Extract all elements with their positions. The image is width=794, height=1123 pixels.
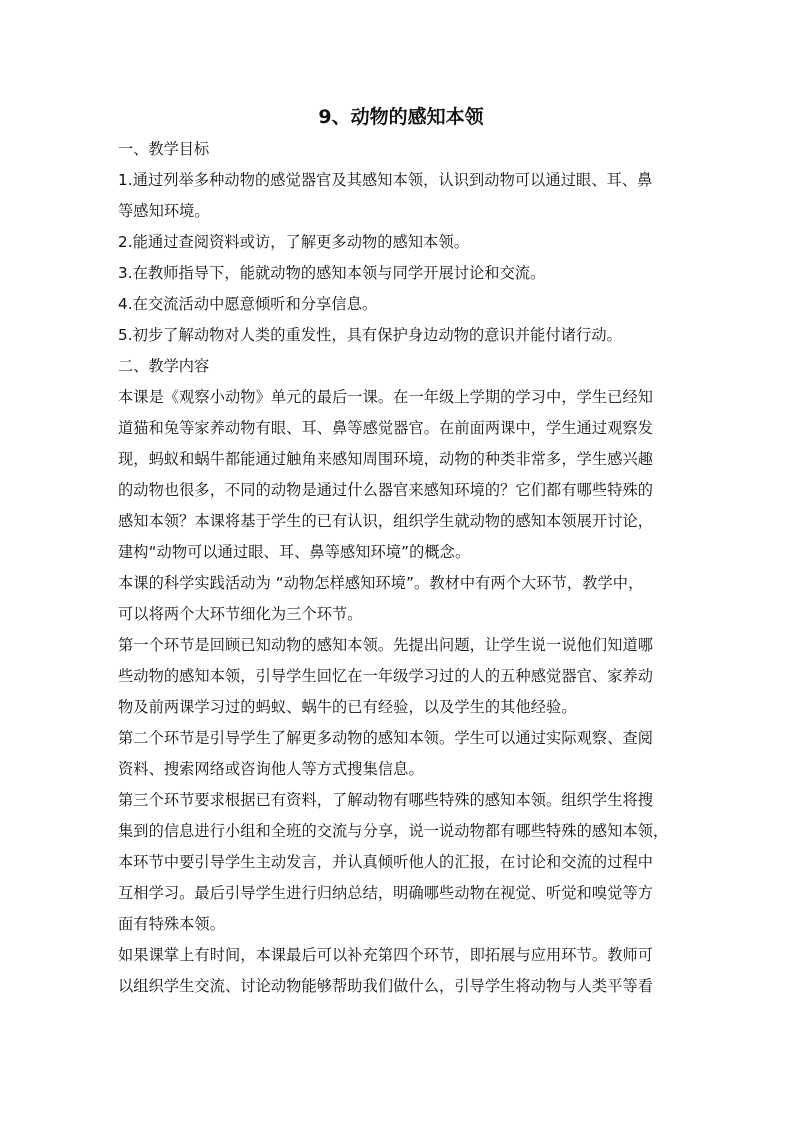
paragraph-line: 如果课掌上有时间，本课最后可以补充第四个环节，即拓展与应用环节。教师可: [118, 946, 654, 964]
paragraph-line: 现，蚂蚁和蜗牛都能通过触角来感知周围环境，动物的种类非常多，学生感兴趣: [118, 450, 654, 468]
document-page: [118, 100, 676, 1002]
paragraph-line: 第一个环节是回顾已知动物的感知本领。先提出问题，让学生说一说他们知道哪: [118, 636, 654, 654]
objective-line: 3.在教师指导下，能就动物的感知本领与同学开展讨论和交流。: [118, 264, 546, 282]
paragraph-line: 资料、搜索网络或咨询他人等方式搜集信息。: [118, 760, 424, 778]
content-paragraph: [118, 382, 676, 568]
paragraph-line: 道猫和兔等家养动物有眼、耳、鼻等感觉器官。在前面两课中，学生通过观察发: [118, 419, 654, 437]
objective-line: 5.初步了解动物对人类的重发性，具有保护身边动物的意识并能付诸行动。: [118, 326, 622, 344]
paragraph-line: 本环节中要引导学生主动发言，并认真倾听他人的汇报，在讨论和交流的过程中: [118, 853, 654, 871]
paragraph-line: 感知本领？本课将基于学生的已有认识，组织学生就动物的感知本领展开讨论，: [118, 512, 654, 530]
content-paragraph: [118, 630, 676, 723]
paragraph-line: 本课的科学实践活动为 “动物怎样感知环境”。教材中有两个大环节，教学中，: [118, 574, 644, 592]
objective-line: 等感知环境。: [118, 202, 210, 220]
content-paragraph: [118, 785, 676, 940]
section-heading-objectives: 一、教学目标: [118, 140, 210, 158]
objective-line: 4.在交流活动中愿意倾听和分享信息。: [118, 295, 378, 313]
paragraph-line: 建构“动物可以通过眼、耳、鼻等感知环境”的概念。: [118, 543, 471, 561]
paragraph-line: 本课是《观察小动物》单元的最后一课。在一年级上学期的学习中，学生已经知: [118, 388, 654, 406]
paragraph-line: 些动物的感知本领，引导学生回忆在一年级学习过的人的五种感觉器官、家养动: [118, 667, 654, 685]
paragraph-line: 以组织学生交流、讨论动物能够帮助我们做什么，引导学生将动物与人类平等看: [118, 977, 654, 995]
paragraph-line: 的动物也很多，不同的动物是通过什么器官来感知环境的？它们都有哪些特殊的: [118, 481, 654, 499]
paragraph-line: 第二个环节是引导学生了解更多动物的感知本领。学生可以通过实际观察、查阅: [118, 729, 654, 747]
document-title: 9、动物的感知本领: [318, 106, 484, 128]
objectives-list: [118, 165, 676, 351]
section-heading-content: 二、教学内容: [118, 357, 210, 375]
paragraph-line: 物及前两课学习过的蚂蚁、蜗牛的已有经验，以及学生的其他经验。: [118, 698, 577, 716]
paragraph-line: 互相学习。最后引导学生进行归纳总结，明确哪些动物在视觉、听觉和嗅觉等方: [118, 884, 654, 902]
paragraph-line: 集到的信息进行小组和全班的交流与分享，说一说动物都有哪些特殊的感知本领，: [118, 822, 669, 840]
objective-line: 2.能通过查阅资料或访，了解更多动物的感知本领。: [118, 233, 470, 251]
paragraph-line: 第三个环节要求根据已有资料，了解动物有哪些特殊的感知本领。组织学生将搜: [118, 791, 654, 809]
paragraph-line: 面有特殊本领。: [118, 915, 226, 933]
paragraph-line: 可以将两个大环节细化为三个环节。: [118, 605, 363, 623]
content-paragraph: [118, 940, 676, 1002]
objective-line: 1.通过列举多种动物的感觉器官及其感知本领，认识到动物可以通过眼、耳、鼻: [118, 171, 653, 189]
content-paragraph: [118, 568, 676, 630]
content-paragraph: [118, 723, 676, 785]
